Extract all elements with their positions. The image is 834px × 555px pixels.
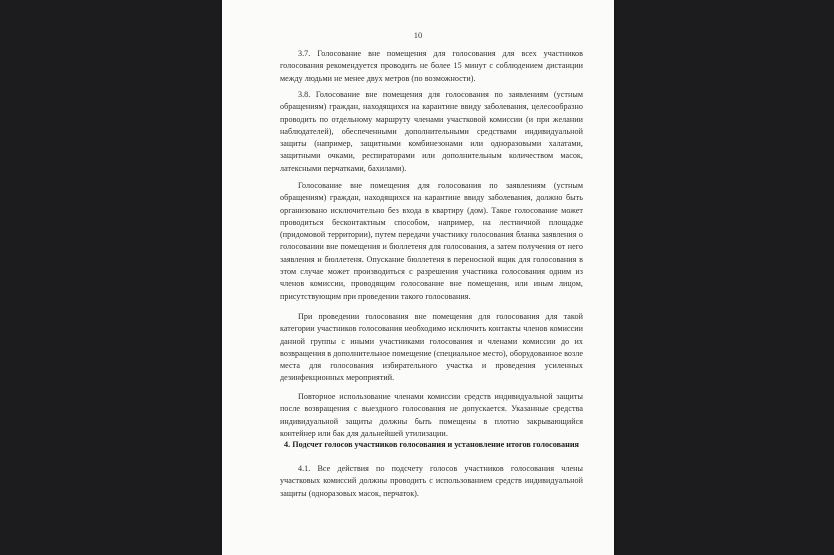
- paragraph-contactless-voting: Голосование вне помещения для голосования по заявлениям (устным обращениям) граждан, находящихся на карантине ввиду заболевания, должно быть организовано исключительно без входа в квартиру (дом). Такое голосование может проводиться бесконтактным способом, например, на лестничной площадке (придомовой территории), путем передачи участнику голосования бланка заявления о голосовании вне помещения и бюллетеня для голосования, а затем получения от него заявления и бюллетеня. Опускание бюллетеня в переносной ящик для голосования в этом случае может производиться с разрешения участника голосования одним из членов комиссии, проводящим голосование вне помещения, или иным лицом, присутствующим при проведении такого голосования.: [280, 181, 583, 301]
- section-heading-4: 4. Подсчет голосов участников голосования и установление итогов голосования: [284, 440, 579, 449]
- paragraph-ppe-reuse: Повторное использование членами комиссии средств индивидуальной защиты после возвращения с выездного голосования не допускается. Указанные средства индивидуальной защиты должны быть помещены в плотно закрывающийся контейнер или бак для дальнейшей утилизации.: [280, 392, 583, 438]
- paragraph-3-8: 3.8. Голосование вне помещения для голосования по заявлениям (устным обращениям) граждан, находящихся на карантине ввиду заболевания, целесообразно проводить по отдельному маршруту членами участковой комиссии (и при желании наблюдателей), обеспеченными дополнительными средствами индивидуальной защиты (например, защитными комбинезонами или одноразовыми халатами, защитными очками, респираторами или дополнительным количеством масок, латексными перчатками, бахилами).: [280, 90, 583, 173]
- viewer-background-right: [614, 0, 834, 555]
- document-page: [222, 0, 614, 555]
- paragraph-4-1: 4.1. Все действия по подсчету голосов участников голосования члены участковых комиссий должны проводить с использованием средств индивидуальной защиты (одноразовых масок, перчаток).: [280, 464, 583, 498]
- paragraph-3-7: 3.7. Голосование вне помещения для голосования для всех участников голосования рекомендуется проводить не более 15 минут с соблюдением дистанции между людьми не менее двух метров (по возможности).: [280, 49, 583, 83]
- viewer-background-left: [0, 0, 222, 555]
- paragraph-exclude-contacts: При проведении голосования вне помещения для голосования для такой категории участников голосования необходимо исключить контакты членов комиссии данной группы с иными участниками голосования и членами комиссии до их возвращения в дополнительное помещение (специальное место), оборудованное возле места для голосования избирательного участка и проведения усиленных дезинфекционных мероприятий.: [280, 312, 583, 383]
- page-number: 10: [413, 30, 423, 40]
